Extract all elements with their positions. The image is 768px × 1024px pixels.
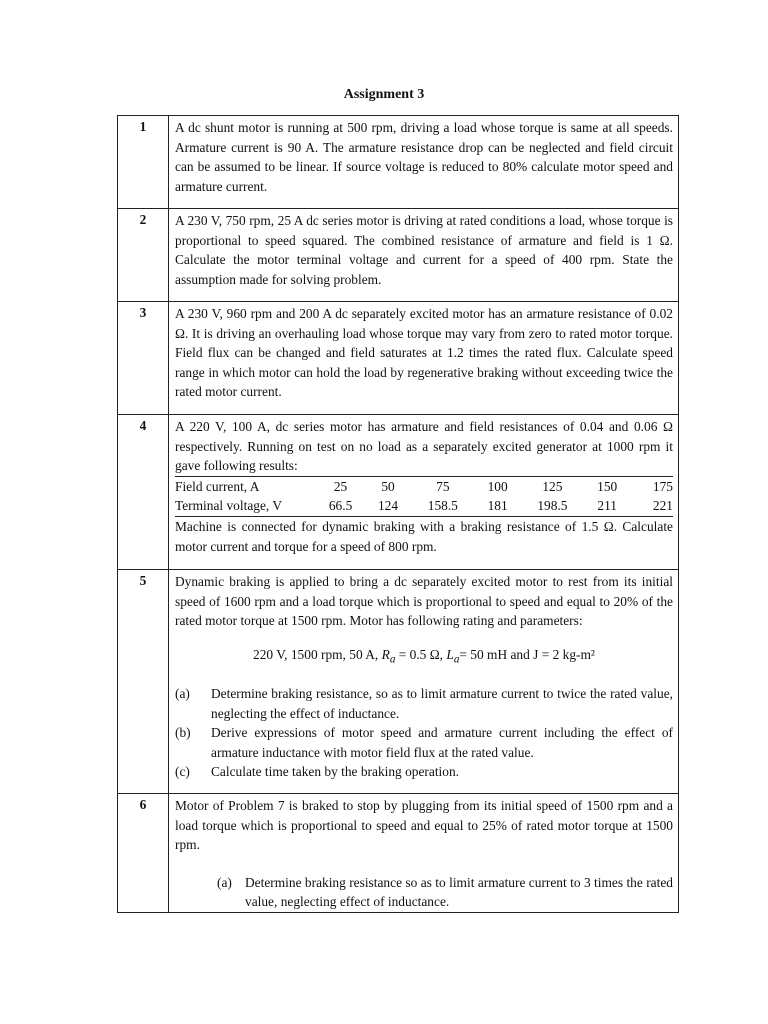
- problem-number: 1: [118, 116, 169, 209]
- table-cell: 181: [476, 496, 520, 516]
- sub-question: [175, 762, 673, 782]
- problem-number: 3: [118, 302, 169, 415]
- problem-number: 2: [118, 209, 169, 302]
- sub-question-text: Determine braking resistance so as to limit armature current to 3 times the rated value, neglecting effect of inductance.: [245, 874, 673, 910]
- row-label: Field current, A: [175, 476, 315, 496]
- problem-text: A 220 V, 100 A, dc series motor has armature and field resistances of 0.04 and 0.06 Ω respectively. Running on test on no load as a separately excited generator at 1000 rpm it gave following results:: [175, 419, 673, 474]
- equation-symbol: L: [446, 646, 454, 662]
- sub-question: [175, 723, 673, 762]
- problem-text: Dynamic braking is applied to bring a dc separately excited motor to rest from its initial speed of 1600 rpm and a load torque which is proportional to speed and equal to 20% of the rated motor torque at 1500 rpm. Motor has following rating and parameters:: [175, 574, 673, 629]
- table-cell: 50: [366, 476, 410, 496]
- sub-question-label: (b): [175, 725, 191, 741]
- equation-subscript: a: [453, 653, 460, 666]
- test-results-table: [175, 476, 673, 517]
- problem-number: 6: [118, 794, 169, 913]
- problem-body: [169, 794, 679, 913]
- sub-question-text: Determine braking resistance, so as to limit armature current to twice the rated value, neglecting the effect of inductance.: [211, 686, 673, 721]
- equation-part: = 50 mH and J = 2 kg-m²: [459, 646, 595, 662]
- table-cell: 66.5: [315, 496, 366, 516]
- table-cell: 158.5: [410, 496, 476, 516]
- equation-part: 220 V, 1500 rpm, 50 A,: [253, 646, 382, 662]
- table-cell: 175: [629, 476, 673, 496]
- problem-row: [118, 209, 679, 302]
- problem-number: 4: [118, 415, 169, 570]
- sub-question-text: Derive expressions of motor speed and armature current including the effect of armature inductance with motor field flux at the rated value.: [211, 725, 673, 760]
- sub-question-label: (a): [217, 874, 232, 890]
- problem-text-continued: Machine is connected for dynamic braking with a braking resistance of 1.5 Ω. Calculate motor current and torque for a speed of 800 rpm.: [175, 518, 673, 554]
- problem-text: Motor of Problem 7 is braked to stop by plugging from its initial speed of 1500 rpm and a load torque which is proportional to speed and equal to 25% of rated motor torque at 1500 rpm.: [175, 798, 673, 853]
- sub-question: [217, 873, 673, 912]
- problem-text: A 230 V, 960 rpm and 200 A dc separately excited motor has an armature resistance of 0.02 Ω. It is driving an overhauling load whose torque may vary from zero to rated motor torque. Field flux can be changed and field saturates at 1.2 times the rated flux. Calculate speed range in which motor can hold the load by regenerative braking without exceeding twice the rated motor current.: [175, 306, 673, 400]
- sub-question-text: Calculate time taken by the braking operation.: [211, 764, 460, 780]
- motor-rating-equation: [175, 645, 673, 670]
- table-cell: 150: [585, 476, 629, 496]
- sub-question-label: (c): [175, 764, 190, 780]
- field-current-row: [175, 476, 673, 496]
- problem-row: [118, 302, 679, 415]
- table-cell: 124: [366, 496, 410, 516]
- problem-body: [169, 302, 679, 415]
- table-cell: 211: [585, 496, 629, 516]
- assignment-table: [117, 115, 679, 913]
- table-cell: 100: [476, 476, 520, 496]
- table-cell: 75: [410, 476, 476, 496]
- row-label: Terminal voltage, V: [175, 496, 315, 516]
- terminal-voltage-row: [175, 496, 673, 516]
- table-cell: 125: [520, 476, 586, 496]
- problem-row: [118, 794, 679, 913]
- equation-part: = 0.5 Ω,: [395, 646, 447, 662]
- sub-question-label: (a): [175, 686, 190, 702]
- table-cell: 198.5: [520, 496, 586, 516]
- problem-text: A 230 V, 750 rpm, 25 A dc series motor is driving at rated conditions a load, whose torque is proportional to speed squared. The combined resistance of armature and field is 1 Ω. Calculate the motor terminal voltage and current for a speed of 400 rpm. State the assumption made for solving problem.: [175, 213, 673, 287]
- problem-number: 5: [118, 570, 169, 794]
- problem-row: [118, 116, 679, 209]
- problem-body: [169, 415, 679, 570]
- equation-subscript: a: [389, 653, 396, 666]
- problem-body: [169, 570, 679, 794]
- table-cell: 221: [629, 496, 673, 516]
- table-cell: 25: [315, 476, 366, 496]
- problem-row: [118, 415, 679, 570]
- problem-row: [118, 570, 679, 794]
- page-title: Assignment 3: [343, 87, 425, 102]
- problem-body: [169, 116, 679, 209]
- problem-text: A dc shunt motor is running at 500 rpm, driving a load whose torque is same at all speeds. Armature current is 90 A. The armature resistance drop can be neglected and field circuit can be assumed to be linear. If source voltage is reduced to 80% calculate motor speed and armature current.: [175, 120, 673, 194]
- problem-body: [169, 209, 679, 302]
- equation-symbol: R: [381, 646, 390, 662]
- sub-question: [175, 684, 673, 723]
